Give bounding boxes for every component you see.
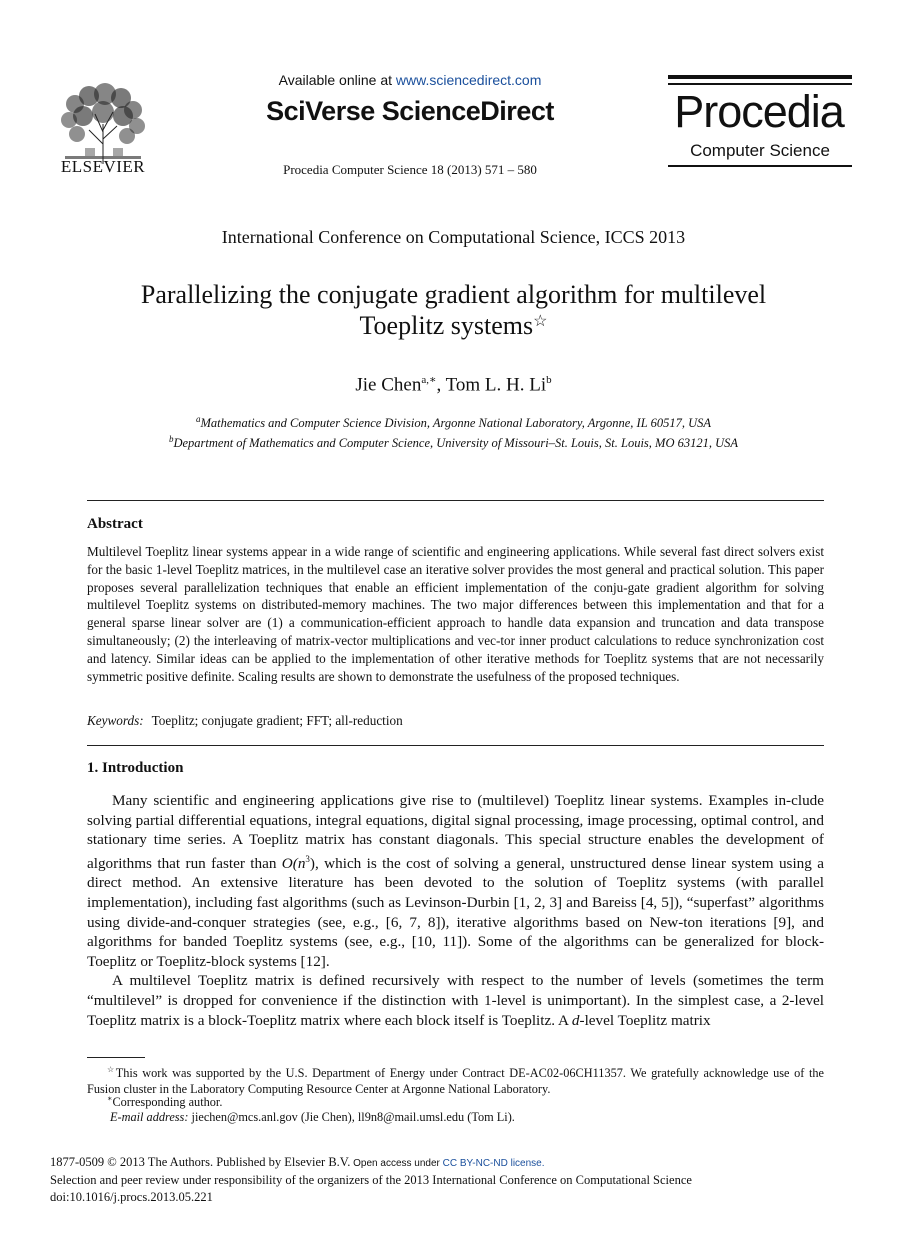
- keywords-list: Toeplitz; conjugate gradient; FFT; all-reduction: [151, 713, 403, 728]
- abstract-top-rule: [87, 500, 824, 501]
- title-line-1: Parallelizing the conjugate gradient algorithm for multilevel: [140, 280, 767, 309]
- conference-name: International Conference on Computational Science, ICCS 2013: [221, 227, 686, 247]
- affiliation-a: $^a$Mathematics and Computer Science Division, Argonne National Laboratory, Argonne, IL 60517, USA: [195, 414, 711, 431]
- footnote-funding: ☆This work was supported by the U.S. Department of Energy under Contract DE-AC02-06CH11357. We gratefully acknowledge use of the Fusion cluster in the Laboratory Computing Resource Center at Argonne National Laboratory.: [87, 1065, 825, 1097]
- journal-subtitle: Computer Science: [690, 141, 830, 160]
- abstract-heading: Abstract: [87, 516, 143, 532]
- section-heading-introduction: 1. Introduction: [87, 760, 184, 776]
- copyright-line: 1877-0509 © 2013 The Authors. Published by Elsevier B.V. Open access under CC BY-NC-ND license.: [50, 1155, 545, 1169]
- footnote-asterisk-icon: ∗: [107, 1094, 113, 1103]
- page-footer: [50, 1154, 870, 1206]
- footnote-corresponding: ∗Corresponding author.: [107, 1094, 223, 1110]
- author-list: [50, 373, 857, 396]
- author-2-marks[interactable]: b: [546, 374, 552, 386]
- availability-line: [230, 72, 590, 88]
- author-separator: ,: [436, 374, 446, 396]
- available-prefix: Available online at: [278, 72, 396, 88]
- paper-title: [50, 279, 857, 341]
- publisher-name: ELSEVIER: [60, 157, 146, 176]
- abstract-bottom-rule: [87, 745, 824, 746]
- journal-reference: Procedia Computer Science 18 (2013) 571 – 580: [283, 162, 537, 177]
- intro-paragraph-2: A multilevel Toeplitz matrix is defined recursively with respect to the number of levels (sometimes the term “multilevel” is dropped for convenience if the distinction with 1-level is unimportant). In the simplest case, a 2-level Toeplitz matrix is a block-Toeplitz matrix where each block itself is Toeplitz. A d-level Toeplitz matrix: [87, 972, 824, 1029]
- affiliations: [50, 411, 857, 451]
- journal-brand: Procedia: [674, 86, 844, 137]
- doi-line[interactable]: doi:10.1016/j.procs.2013.05.221: [50, 1190, 213, 1204]
- author-1: Jie Chen: [355, 374, 422, 396]
- author-1-marks[interactable]: a,∗: [421, 374, 437, 386]
- platform-logo-text: SciVerse ScienceDirect: [266, 96, 554, 126]
- brand-rule-bottom: [668, 165, 852, 167]
- footnote-rule: [87, 1057, 145, 1058]
- brand-rule-top-thin: [668, 83, 852, 85]
- peer-review-line: Selection and peer review under responsibility of the organizers of the 2013 International Conference on Computational Science: [50, 1173, 692, 1187]
- title-line-2: Toeplitz systems: [359, 311, 534, 340]
- introduction-body: [87, 791, 824, 1030]
- keywords-label: Keywords:: [87, 713, 144, 728]
- footnote-star-icon: ☆: [107, 1065, 116, 1074]
- title-footnote-star-icon[interactable]: ☆: [533, 313, 548, 330]
- affiliation-b: $^b$Department of Mathematics and Computer Science, University of Missouri–St. Louis, St. Louis, MO 63121, USA: [168, 434, 739, 451]
- brand-rule-top: [668, 75, 852, 79]
- intro-paragraph-1: Many scientific and engineering applications give rise to (multilevel) Toeplitz linear systems. Examples in-clude solving partial differential equations, integral equations, digital signal processing, image processing, optimal control, and stationary time series. A Toeplitz matrix has constant diagonals. This special structure enables the development of algorithms that run faster than $O(n^3)$, which is the cost of solving a general, unstructured dense linear system using a direct method. An extensive literature has been devoted to the solution of Toeplitz systems (with parallel implementation), including fast algorithms (such as Levinson-Durbin [1, 2, 3] and Bareiss [4, 5]), “superfast” algorithms using divide-and-conquer strategies (see, e.g., [6, 7, 8]), iterative algorithms based on New-ton iterations [9], and algorithms for banded Toeplitz systems (see, e.g., [10, 11]). Some of the algorithms can be generalized for block-Toeplitz or Toeplitz-block systems [12].: [87, 792, 824, 970]
- keywords-line: [87, 713, 824, 729]
- license-link[interactable]: CC BY-NC-ND license.: [442, 1158, 545, 1169]
- author-2: Tom L. H. Li: [445, 374, 547, 396]
- abstract-text: Multilevel Toeplitz linear systems appear in a wide range of scientific and engineering applications. While several fast direct solvers exist for the basic 1-level Toeplitz matrices, in the multilevel case an iterative solver provides the most general and practical solution. This paper proposes several parallelization techniques that enable an efficient implementation of the conju-gate gradient algorithm for solving multilevel Toeplitz systems on distributed-memory machines. The two major differences between this implementation and that for a general sparse linear solver are (1) a communication-efficient approach to handle data expansion and truncation and data transpose simultaneously; (2) the interleaving of matrix-vector multiplications and vec-tor inner product calculations to reduce synchronization cost and latency. Similar ideas can be applied to the implementation of other iterative methods for Toeplitz systems that are not necessarily symmetric positive definite. Scaling results are shown to demonstrate the usefulness of the proposed techniques.: [87, 544, 824, 684]
- footnote-email: E-mail address: jiechen@mcs.anl.gov (Jie Chen), ll9n8@mail.umsl.edu (Tom Li).: [110, 1110, 515, 1124]
- sciencedirect-link[interactable]: www.sciencedirect.com: [395, 72, 542, 88]
